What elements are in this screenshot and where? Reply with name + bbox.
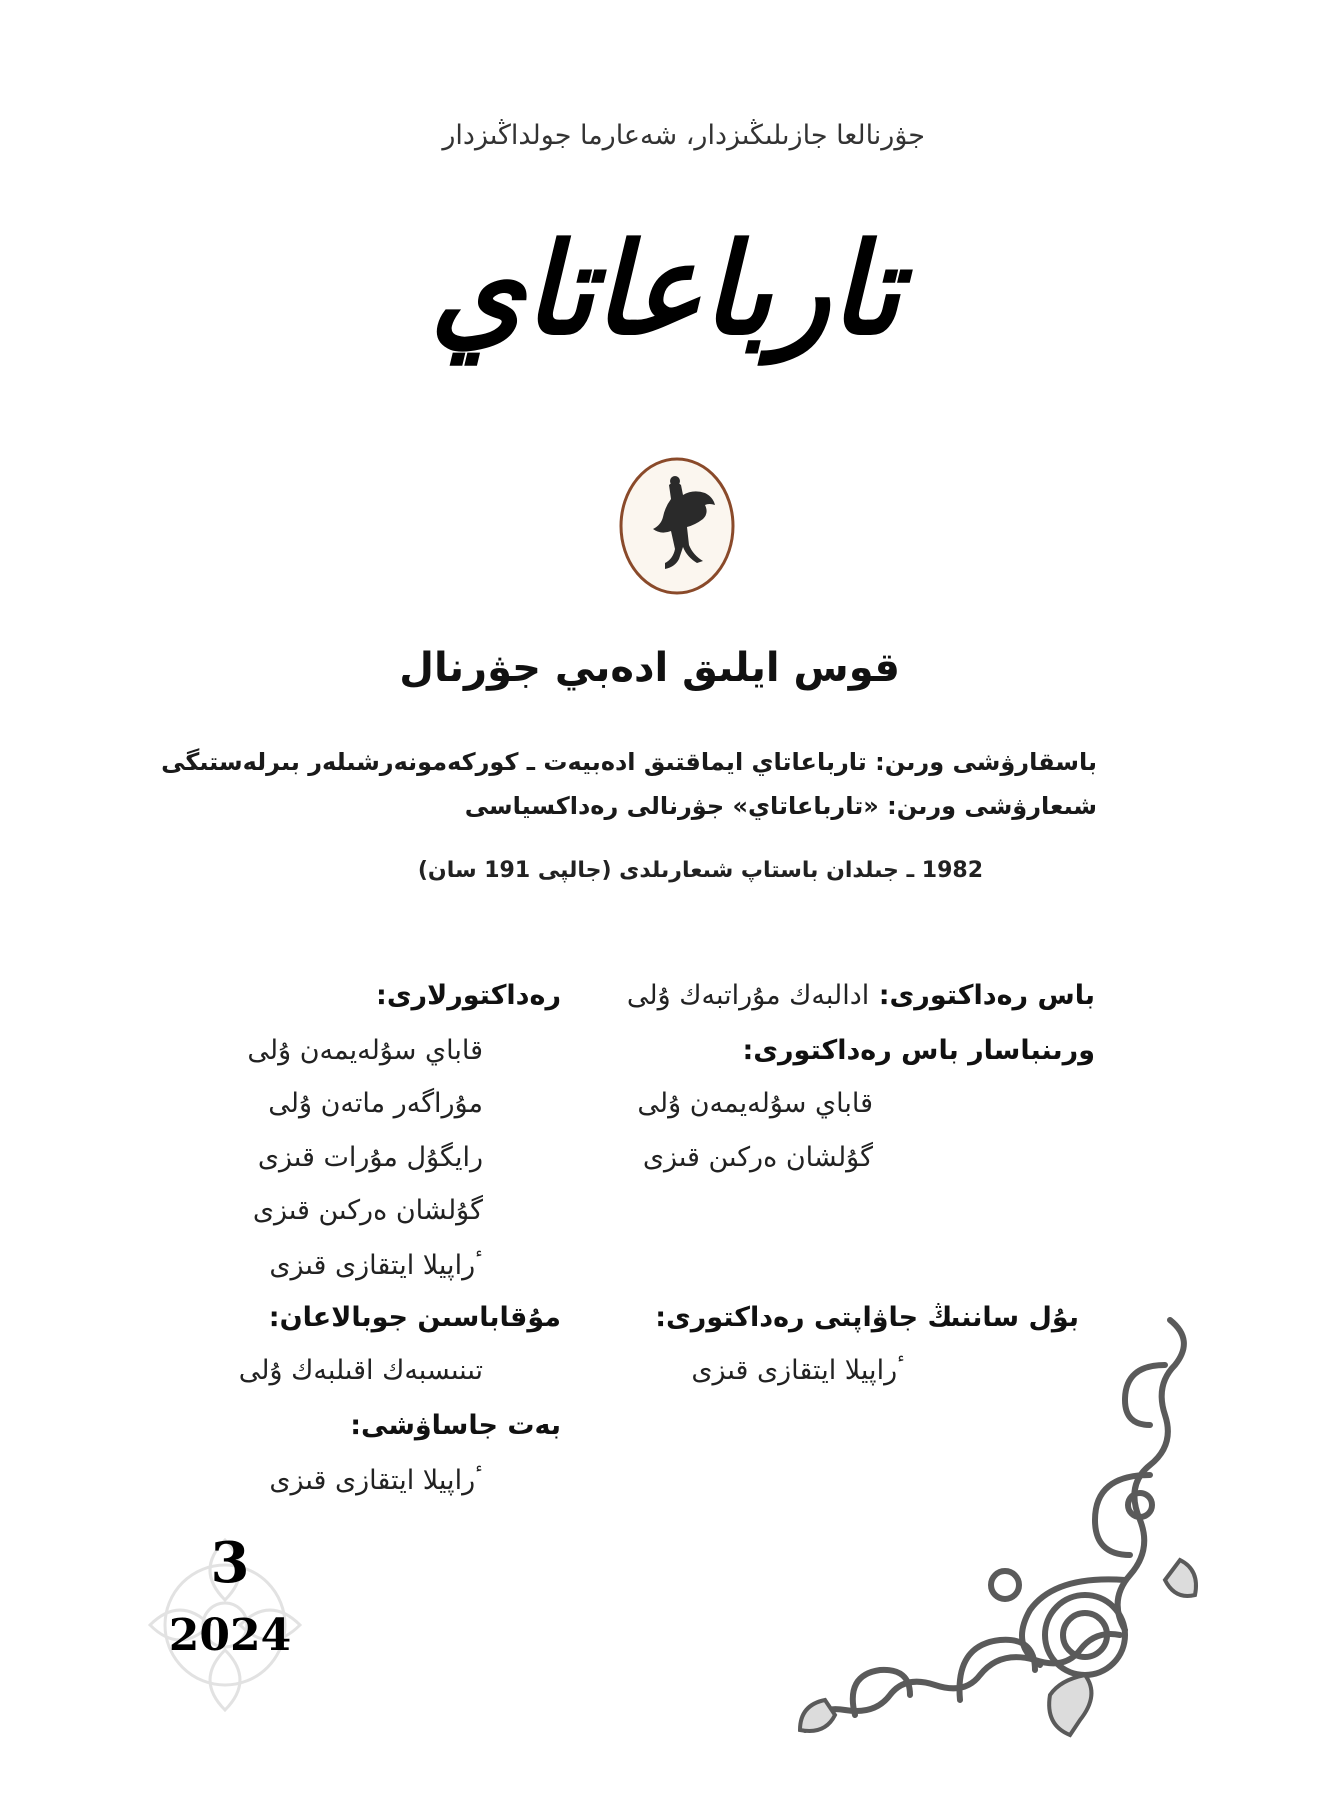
deputy-chief-name: گۇلشان ەركىن قىزى [642,1142,873,1173]
chief-editor [627,980,1095,1011]
chief-editor-name: ادالبەك مۇراتبەك ۇلى [626,980,870,1011]
cover-designer-name: تىنىسبەك اقىلبەك ۇلى [238,1355,483,1386]
deputy-chief-name: قاباي سۇلەيمەن ۇلى [637,1088,873,1119]
editor-name: مۇراگەر ماتەن ۇلى [268,1088,483,1119]
issue-year: 2024 [168,1610,292,1661]
typesetter-label: بەت جاساۋشى: [350,1410,561,1441]
editor-name: قاباي سۇلەيمەن ۇلى [247,1035,483,1066]
tagline: جۋرنالعا جازىلىڭىزدار، شەعارما جولداڭىزدار [442,120,925,151]
cover-designer-label: مۇقاباسىن جوبالاعان: [268,1302,561,1333]
section-editor-name: ٴراپيلا ايتقازى قىزى [691,1355,905,1386]
editor-name: گۇلشان ەركىن قىزى [252,1195,483,1226]
magazine-subtitle: قوس ايلىق ادەبي جۋرنال [399,645,900,691]
founder-line: باسقارۋشى ورىن: تارباعاتاي ايماقتىق ادەبيەت ـ كوركەمونەرشىلەر بىرلەستىگى [161,748,1097,776]
magazine-logo-title: تارباعاتاي [430,215,900,364]
corner-ornament-icon [785,1305,1205,1745]
section-editor-label: بۇل ساننىڭ جاۋاپتى رەداكتورى: [655,1302,1079,1333]
deputy-chief-label: ورىنباسار باس رەداكتورى: [742,1035,1095,1066]
editor-name: رايگۇل مۇرات قىزى [257,1142,483,1173]
rearing-horse-rider-icon [617,455,737,597]
issue-number: 3 [210,1530,250,1596]
editor-name: ٴراپيلا ايتقازى قىزى [269,1250,483,1281]
since-line: 1982 ـ جىلدان باستاپ شىعارىلدى (جالپى 191 سان) [417,858,983,883]
editors-label: رەداكتورلارى: [376,980,561,1011]
issuer-line: شىعارۋشى ورىن: «تارباعاتاي» جۋرنالى رەداكسياسى [464,792,1097,820]
chief-editor-label: باس رەداكتورى: [878,980,1095,1011]
typesetter-name: ٴراپيلا ايتقازى قىزى [269,1465,483,1496]
